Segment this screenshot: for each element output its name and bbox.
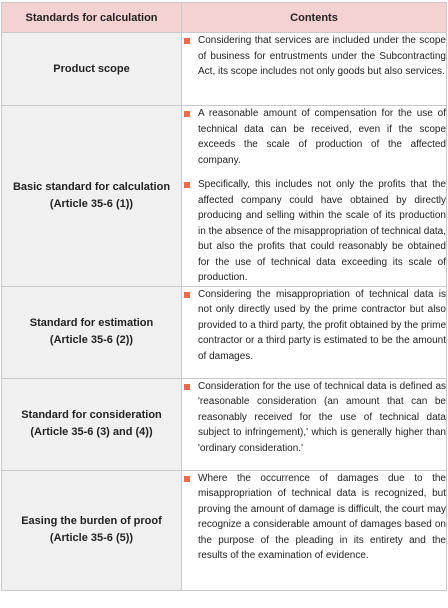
list-item xyxy=(182,33,446,80)
item-text: Considering that services are included under the scope of business for entrustments under the Subcontracting Act, its scope includes not only goods but also services. xyxy=(198,35,446,77)
square-bullet-icon xyxy=(184,292,190,298)
table-header-row xyxy=(2,3,447,33)
item-text: A reasonable amount of compensation for the use of technical data can be received, even if the scope exceeds the scale of production of the affected company. xyxy=(198,108,446,166)
standard-cell xyxy=(2,106,182,287)
contents-cell xyxy=(182,378,447,470)
standard-label: Basic standard for calculation xyxy=(12,180,171,193)
list-item xyxy=(182,177,446,286)
standard-cell xyxy=(2,378,182,470)
standard-cell xyxy=(2,33,182,106)
table-row xyxy=(2,286,447,378)
list-item xyxy=(182,379,446,457)
standard-label: Product scope xyxy=(53,62,130,75)
item-text: Consideration for the use of technical data is defined as 'reasonable consideration (an amount that can be reasonably received for the use of technical data subject to infringement),' which is generally higher than 'ordinary consideration.' xyxy=(198,380,446,454)
standard-label: Easing the burden of proof xyxy=(21,515,162,527)
table-row xyxy=(2,33,447,106)
table-row xyxy=(2,378,447,470)
item-text: Considering the misappropriation of technical data is not only directly used by the prime contractor but also provided to a third party, the profit obtained by the prime contractor or a third party is estimated to be the amount of damages. xyxy=(198,288,446,362)
list-item xyxy=(182,287,446,365)
article-reference: (Article 35-6 (1)) xyxy=(49,197,134,210)
standard-label: Standard for consideration xyxy=(21,409,162,421)
square-bullet-icon xyxy=(184,38,190,44)
square-bullet-icon xyxy=(184,182,190,188)
table-row xyxy=(2,106,447,287)
article-reference: (Article 35-6 (2)) xyxy=(49,334,134,346)
standard-cell xyxy=(2,286,182,378)
contents-cell xyxy=(182,106,447,287)
header-standards: Standards for calculation xyxy=(2,3,182,33)
article-reference: (Article 35-6 (5)) xyxy=(49,532,134,544)
contents-cell xyxy=(182,33,447,106)
header-contents: Contents xyxy=(182,3,447,33)
list-item xyxy=(182,106,446,168)
list-item xyxy=(182,471,446,564)
contents-cell xyxy=(182,286,447,378)
square-bullet-icon xyxy=(184,111,190,117)
square-bullet-icon xyxy=(184,384,190,390)
standard-label: Standard for estimation xyxy=(29,317,154,329)
item-text: Specifically, this includes not only the profits that the affected company could have obtained by directly producing and selling within the scale of its production in the absence of the misappropriation of technical data, but also the profits that could reasonably be obtained for the use of technical data exceeding its scale of production. xyxy=(198,179,446,283)
square-bullet-icon xyxy=(184,476,190,482)
item-text: Where the occurrence of damages due to the misappropriation of technical data is recognized, but proving the amount of damage is difficult, the court may recognize a considerable amount of damages based on the purpose of the pleading in its entirety and the results of the examination of evidence. xyxy=(198,472,446,561)
article-reference: (Article 35-6 (3) and (4)) xyxy=(30,426,153,438)
table-row xyxy=(2,470,447,590)
contents-cell xyxy=(182,470,447,590)
standards-table xyxy=(1,2,447,591)
standard-cell xyxy=(2,470,182,590)
